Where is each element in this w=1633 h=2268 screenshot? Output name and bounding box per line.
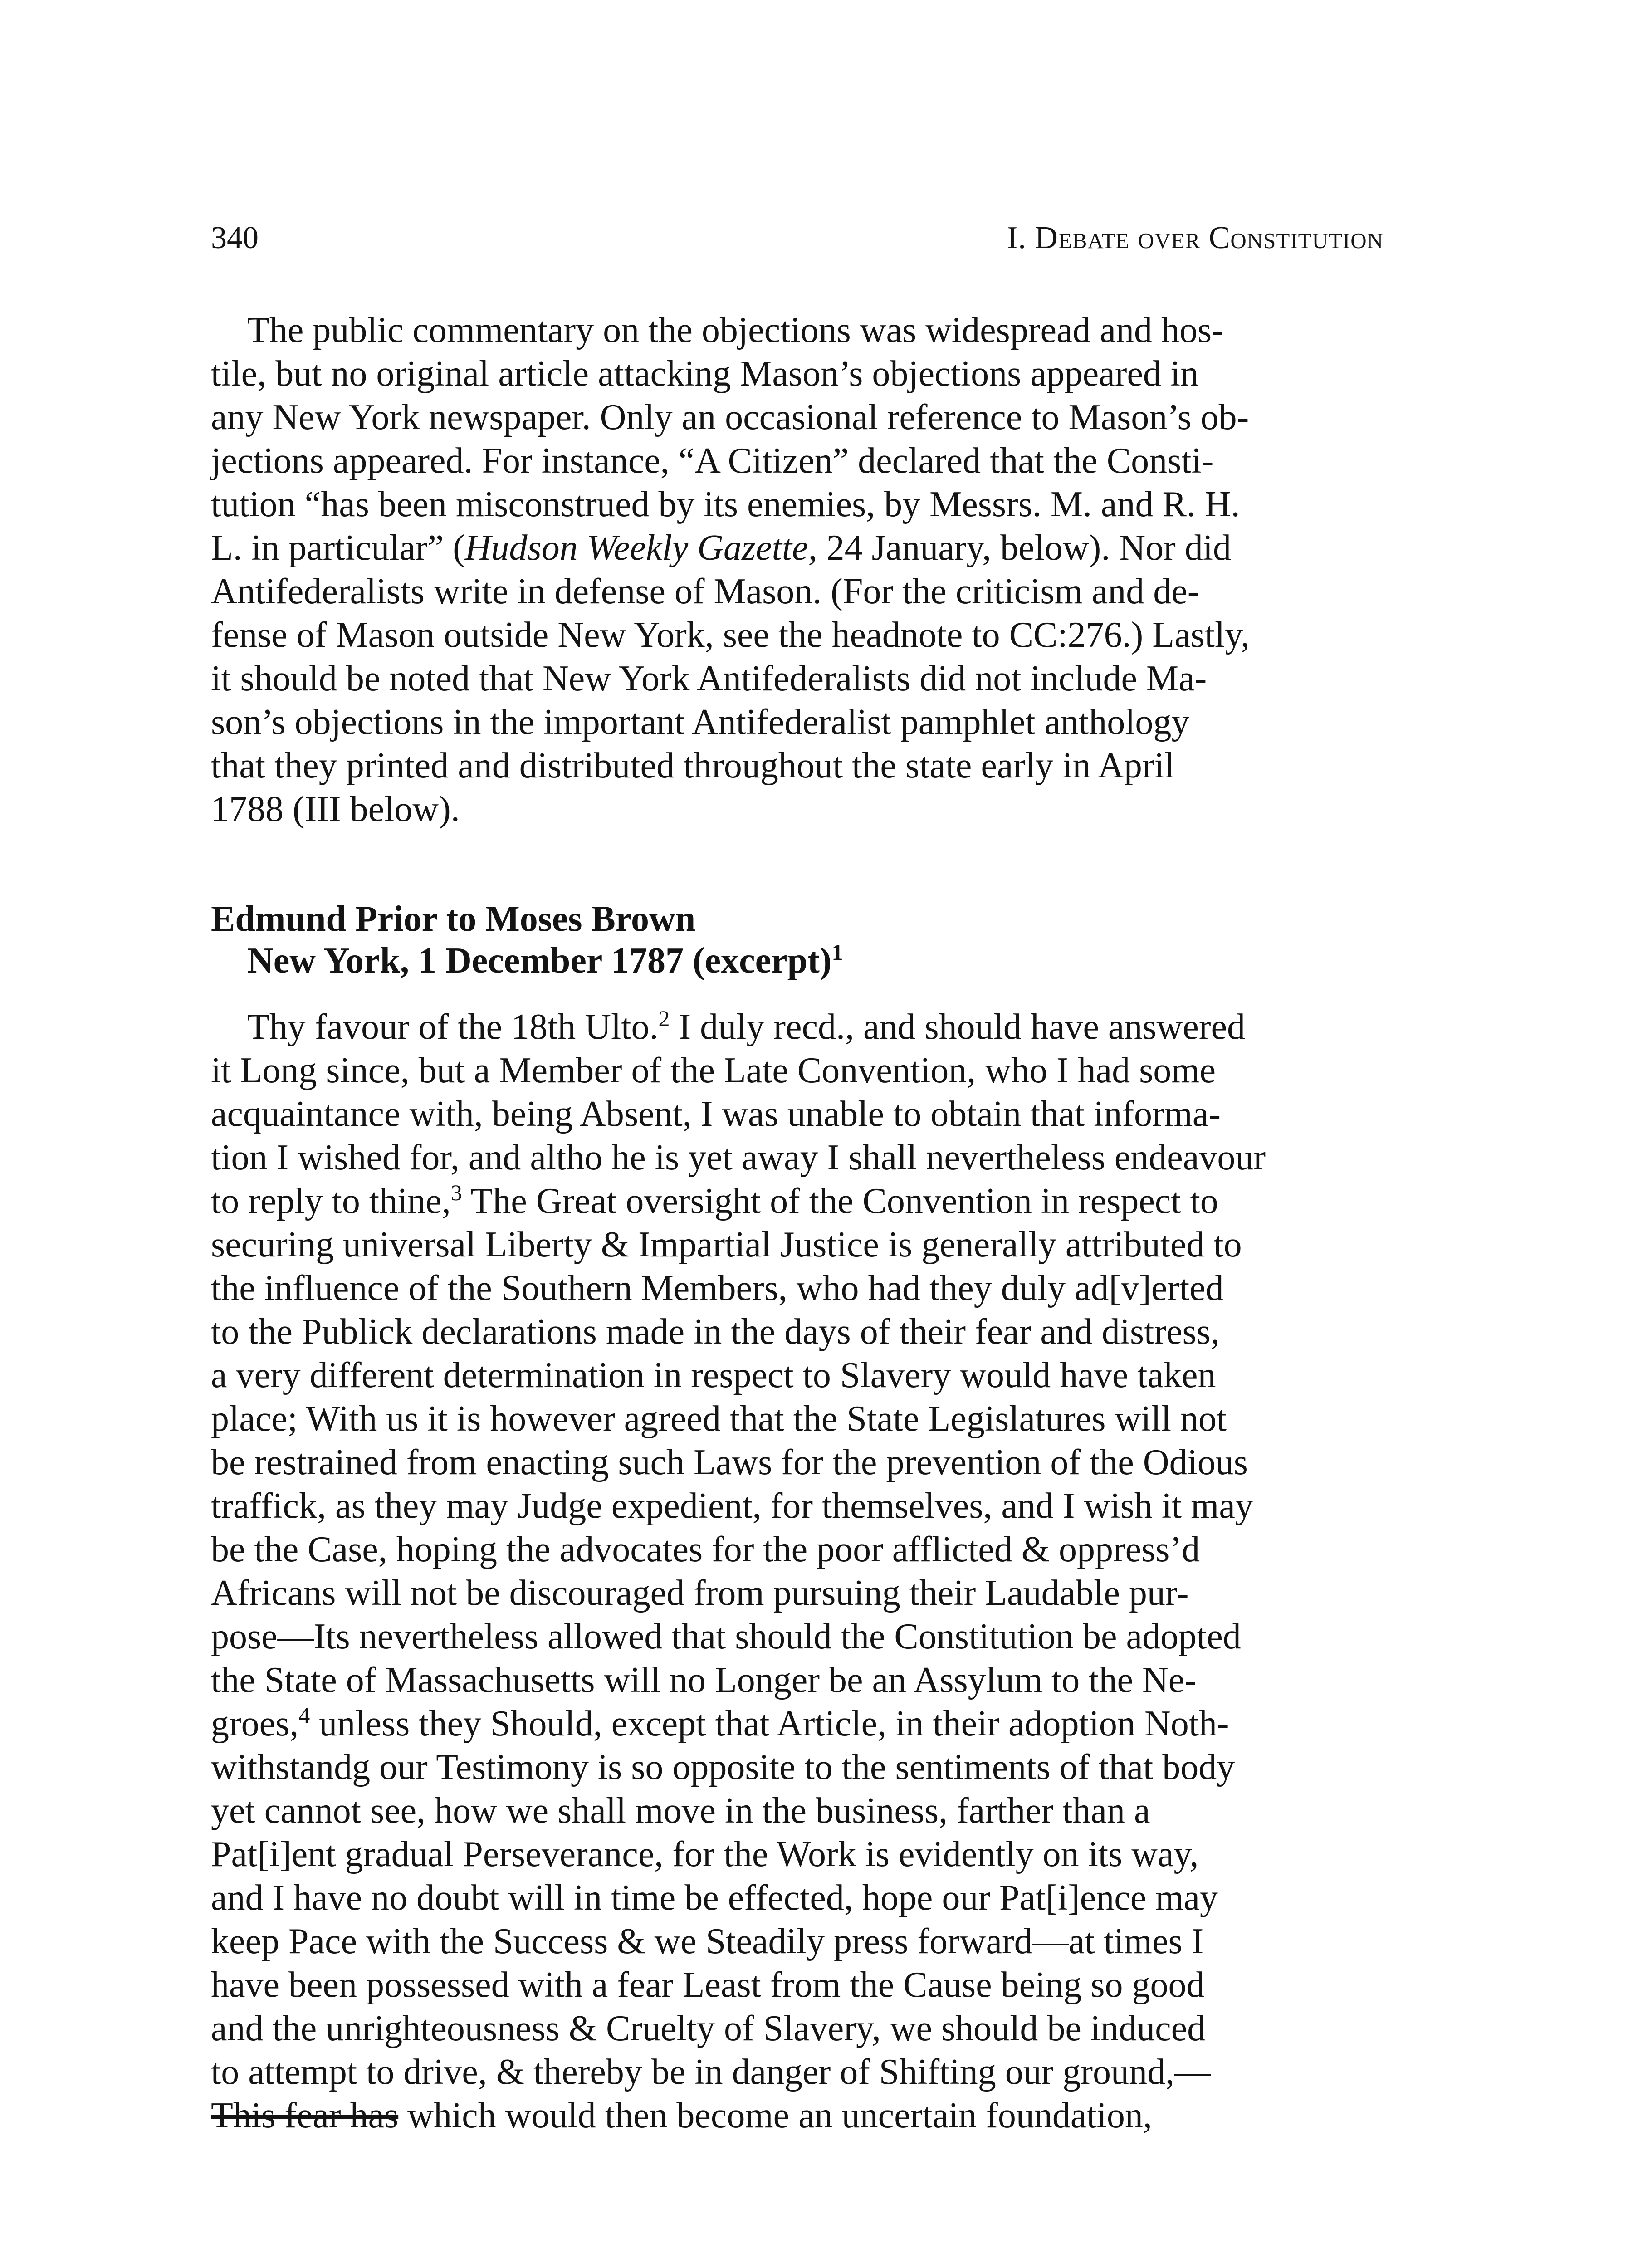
text-line	[211, 2094, 1384, 2137]
text-line	[211, 526, 1384, 570]
text-line: keep Pace with the Success & we Steadily press forward—at times I	[211, 1921, 1204, 1961]
text-line: Pat[i]ent gradual Perseverance, for the Work is evidently on its way,	[211, 1834, 1199, 1874]
document-heading	[211, 898, 1384, 982]
text-line: the influence of the Southern Members, who had they duly ad[v]erted	[211, 1268, 1224, 1308]
text-line: The public commentary on the objections was widespread and hos-	[247, 310, 1224, 350]
text-line: acquaintance with, being Absent, I was unable to obtain that informa-	[211, 1094, 1221, 1134]
text-fragment: Thy favour of the 18th Ulto.	[247, 1007, 659, 1047]
text-line: tion I wished for, and altho he is yet away I shall nevertheless endeavour	[211, 1138, 1266, 1178]
text-line: son’s objections in the important Antifederalist pamphlet anthology	[211, 702, 1190, 742]
document-page	[211, 218, 1384, 2137]
text-line: a very different determination in respect to Slavery would have taken	[211, 1355, 1216, 1395]
newspaper-title: Hudson Weekly Gazette,	[464, 528, 817, 568]
text-line	[211, 1179, 1384, 1223]
text-fragment: L. in particular” (	[211, 528, 465, 568]
text-fragment: which would then become an uncertain foundation,	[398, 2096, 1152, 2136]
text-line: and the unrighteousness & Cruelty of Slavery, we should be induced	[211, 2009, 1206, 2048]
heading-correspondents: Edmund Prior to Moses Brown	[211, 899, 696, 939]
text-line: traffick, as they may Judge expedient, for themselves, and I wish it may	[211, 1486, 1253, 1526]
text-line	[211, 1702, 1384, 1745]
text-line: pose—Its nevertheless allowed that should the Constitution be adopted	[211, 1617, 1241, 1657]
text-line: securing universal Liberty & Impartial Justice is generally attributed to	[211, 1225, 1242, 1265]
text-fragment: I duly recd., and should have answered	[670, 1007, 1245, 1047]
text-line: withstandg our Testimony is so opposite to the sentiments of that body	[211, 1747, 1235, 1787]
heading-place-date	[211, 940, 1384, 982]
text-line: Antifederalists write in defense of Mason. (For the criticism and de-	[211, 572, 1200, 611]
footnote-marker: 3	[450, 1180, 462, 1205]
text-line: 1788 (III below).	[211, 789, 460, 829]
text-line: to attempt to drive, & thereby be in danger of Shifting our ground,—	[211, 2052, 1211, 2092]
text-line: place; With us it is however agreed that the State Legislatures will not	[211, 1399, 1227, 1439]
text-line: be the Case, hoping the advocates for the poor afflicted & oppress’d	[211, 1530, 1200, 1569]
text-line: it should be noted that New York Antifederalists did not include Ma-	[211, 659, 1207, 699]
text-line: to the Publick declarations made in the days of their fear and distress,	[211, 1312, 1220, 1352]
running-head	[211, 218, 1384, 259]
footnote-marker: 4	[298, 1702, 310, 1728]
text-line: and I have no doubt will in time be effected, hope our Pat[i]ence may	[211, 1878, 1218, 1918]
text-line: yet cannot see, how we shall move in the business, farther than a	[211, 1791, 1150, 1831]
text-line: the State of Massachusetts will no Longer be an Assylum to the Ne-	[211, 1660, 1197, 1700]
letter-paragraph	[211, 1005, 1384, 2137]
section-title: I. Debate over Constitution	[1007, 220, 1384, 255]
text-line: tile, but no original article attacking Mason’s objections appeared in	[211, 354, 1199, 394]
text-line: jections appeared. For instance, “A Citizen” declared that the Consti-	[211, 441, 1214, 481]
struck-text: This fear has	[211, 2096, 399, 2136]
text-line: tution “has been misconstrued by its enemies, by Messrs. M. and R. H.	[211, 484, 1240, 524]
text-line: Africans will not be discouraged from pursuing their Laudable pur-	[211, 1573, 1189, 1613]
text-fragment: The Great oversight of the Convention in respect to	[462, 1181, 1218, 1221]
intro-paragraph	[211, 308, 1384, 831]
text-line: fense of Mason outside New York, see the headnote to CC:276.) Lastly,	[211, 615, 1250, 655]
text-line	[211, 1005, 1384, 1049]
text-line: any New York newspaper. Only an occasional reference to Mason’s ob-	[211, 397, 1249, 437]
page-number: 340	[211, 220, 259, 255]
text-fragment: groes,	[211, 1704, 299, 1744]
text-line: have been possessed with a fear Least from the Cause being so good	[211, 1965, 1205, 2005]
text-line: it Long since, but a Member of the Late Convention, who I had some	[211, 1051, 1216, 1090]
text-fragment: unless they Should, except that Article, in their adoption Noth-	[310, 1704, 1229, 1744]
footnote-marker: 2	[658, 1006, 670, 1031]
text-line: that they printed and distributed throughout the state early in April	[211, 746, 1174, 786]
text-fragment: to reply to thine,	[211, 1181, 451, 1221]
text-fragment: 24 January, below). Nor did	[817, 528, 1231, 568]
footnote-marker: 1	[831, 939, 843, 965]
text-line: be restrained from enacting such Laws for the prevention of the Odious	[211, 1442, 1248, 1482]
heading-place-date-text: New York, 1 December 1787 (excerpt)	[247, 941, 832, 981]
